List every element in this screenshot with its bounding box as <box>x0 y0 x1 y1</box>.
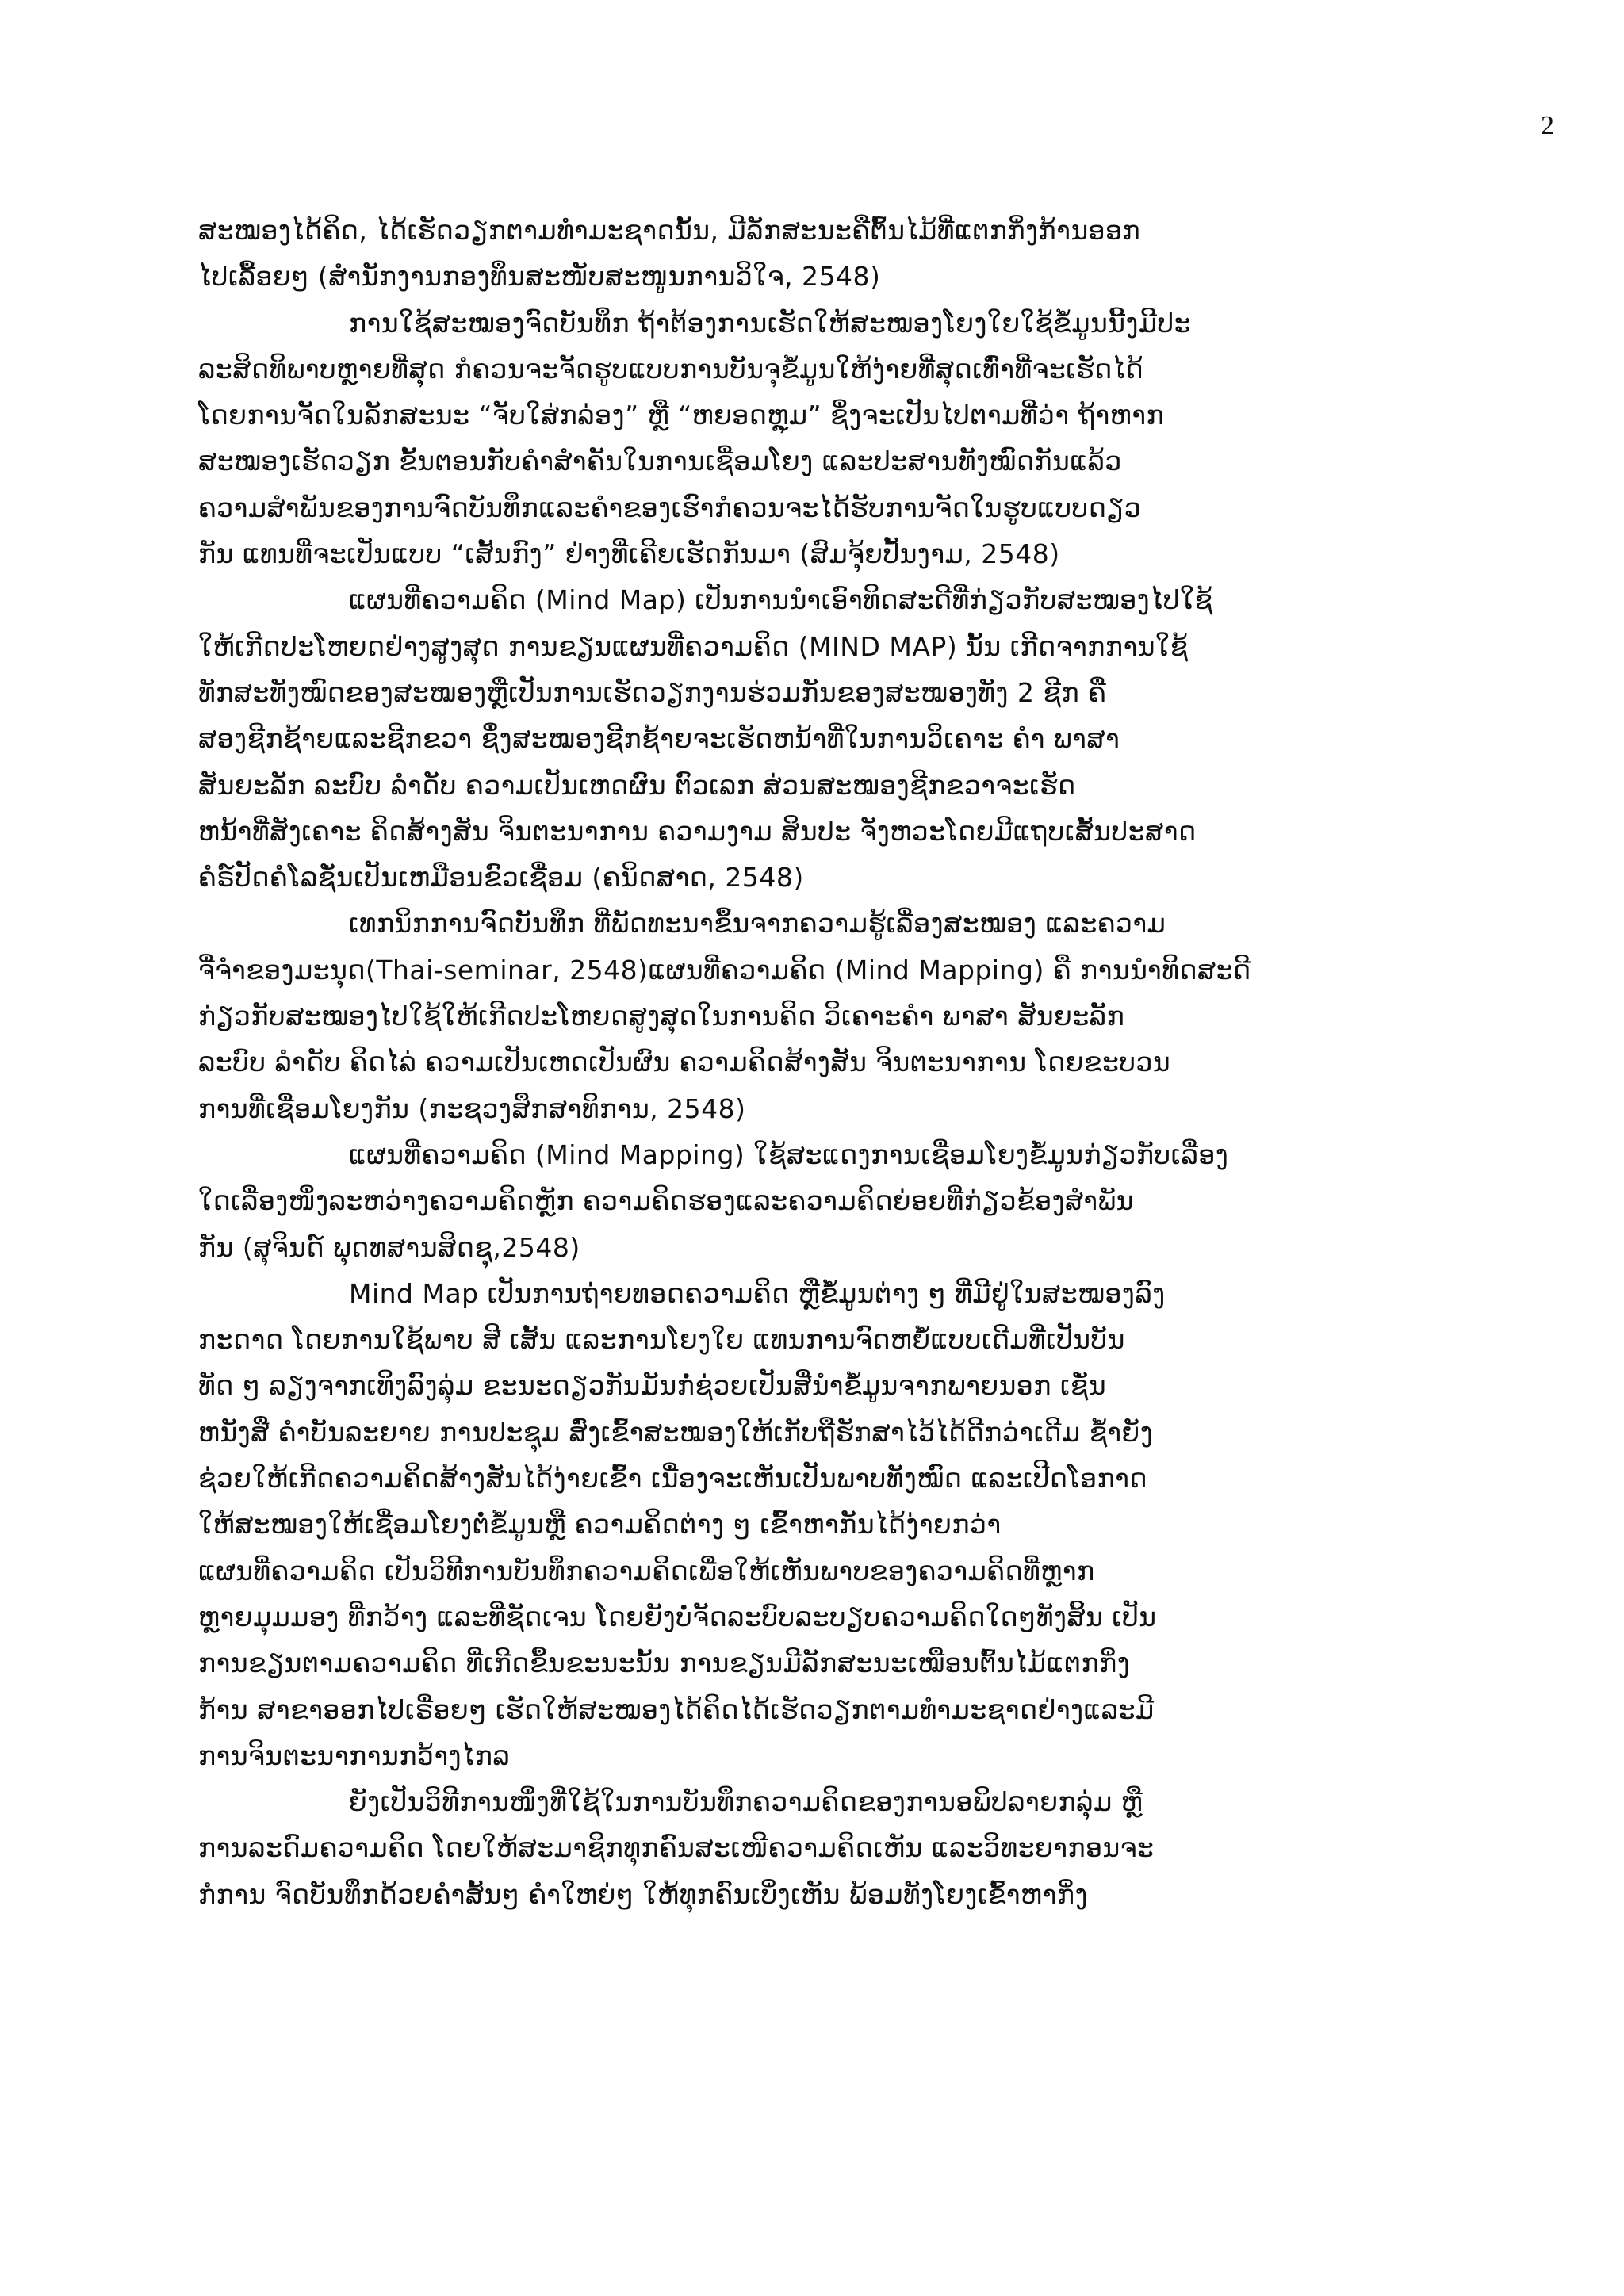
text-line: ການຂຽນຕາມຄວາມຄິດ ທີ່ເກີດຂຶ້ນຂະນະນັ້ນ ການຂຽນມີລັກສະນະເໝືອນຕົ້ນໄມ້ແຕກກິ່ງ <box>198 1647 1131 1679</box>
text-line: ສະໝອງເຮັດວຽກ ຂັ້ນຕອນກັບຄຳສຳຄັນໃນການເຊື່ອມໂຍງ ແລະປະສານທັງໝົດກັນແລ້ວ <box>198 446 1122 477</box>
text-line: ການລະດົມຄວາມຄິດ ໂດຍໃຫ້ສະມາຊິກທຸກຄົນສະເໜີຄວາມຄິດເຫັນ ແລະວິທະຍາກອນຈະ <box>198 1832 1155 1864</box>
text-line: ກັນ (ສຸຈິນດ໌ ພຸດທສານສິດຊຸ,2548) <box>198 1231 580 1263</box>
text-line: ລະສິດທິພາບຫຼາຍທີ່ສຸດ ກໍຄວນຈະຈັດຮູບແບບການບັນຈຸຂໍ້ມູນໃຫ້ງ່າຍທີ່ສຸດເທົ່າທີ່ຈະເຮັດໄດ້ <box>198 353 1144 385</box>
text-line: ຍັງເປັນວິທີການໜຶ່ງທີ່ໃຊ້ໃນການບັນທຶກຄວາມຄິດຂອງການອພິປລາຍກລຸ່ມ ຫຼື <box>349 1786 1143 1818</box>
text-line: ແຜນທີ່ຄວາມຄິດ (Mind Map) ເປັນການນຳເອົາທິດສະດີທີ່ກ່ຽວກັບສະໝອງໄປໃຊ້ <box>349 584 1213 616</box>
text-line: ໃດເລື່ອງໜຶ່ງລະຫວ່າງຄວາມຄິດຫຼັກ ຄວາມຄິດຮອງແລະຄວາມຄິດຍ່ອຍທີ່ກ່ຽວຂ້ອງສຳພັນ <box>198 1185 1134 1217</box>
text-line: ກ້ານ ສາຂາອອກໄປເຣື່ອຍໆ ເຮັດໃຫ້ສະໝອງໄດ້ຄິດໄດ້ເຮັດວຽກຕາມທຳມະຊາດຢ່າງແລະມີ <box>198 1693 1155 1725</box>
text-line: ແຜນທີ່ຄວາມຄິດ (Mind Mapping) ໃຊ້ສະແດງການເຊື່ອມໂຍງຂໍ້ມູນກ່ຽວກັບເລື່ອງ <box>349 1138 1229 1170</box>
text-line: ສອງຊີກຊ້າຍແລະຊີກຂວາ ຊຶ່ງສະໝອງຊີກຊ້າຍຈະເຮັດຫນ້າທີ່ໃນການວິເຄາະ ຄຳ ພາສາ <box>198 723 1120 755</box>
text-line: ສັນຍະລັກ ລະບົບ ລຳດັບ ຄວາມເປັນເຫດຜົນ ຕົວເລກ ສ່ວນສະໝອງຊີກຂວາຈະເຮັດ <box>198 769 1076 801</box>
text-line: ຊ່ວຍໃຫ້ເກີດຄວາມຄິດສ້າງສັນໄດ້ງ່າຍເຂົ້າ ເນື່ອງຈະເຫັນເປັນພາບທັງໝົດ ແລະເປີດໂອກາດ <box>198 1463 1148 1494</box>
text-line: ທັດ ໆ ລຽງຈາກເທິງລົງລຸ່ມ ຂະນະດຽວກັນມັນກໍ່ຊ່ວຍເປັນສື່ນຳຂໍ້ມູນຈາກພາຍນອກ ເຊັ່ນ <box>198 1370 1107 1402</box>
text-line: ລະບົບ ລຳດັບ ຄິດໄລ່ ຄວາມເປັນເຫດເປັນຜົນ ຄວາມຄິດສ້າງສັນ ຈິນຕະນາການ ໂດຍຂະບວນ <box>198 1047 1171 1078</box>
text-line: ຈື່ຈຳຂອງມະນຸດ(Thai-seminar, 2548)ແຜນທີ່ຄວາມຄິດ (Mind Mapping) ຄື ການນຳທິດສະດີ <box>198 954 1251 985</box>
text-line: ການຈິນຕະນາການກວ້າງໄກລ <box>198 1739 511 1771</box>
body-text <box>198 208 1538 1918</box>
text-line: ກະດາດ ໂດຍການໃຊ້ພາບ ສີ ເສັ້ນ ແລະການໂຍງໃຍ ແທນການຈົດຫຍໍ້ແບບເດີມທີ່ເປັນບັນ <box>198 1324 1125 1356</box>
text-line: ເທກນິກການຈົດບັນທຶກ ທີ່ພັດທະນາຂຶ້ນຈາກຄວາມຮູ້ເລື່ອງສະໝອງ ແລະຄວາມ <box>349 908 1166 939</box>
text-line: ກ່ຽວກັບສະໝອງໄປໃຊ້ໃຫ້ເກີດປະໂຫຍດສູງສຸດໃນການຄິດ ວິເຄາະຄຳ ພາສາ ສັນຍະລັກ <box>198 1001 1125 1032</box>
text-line: ຄໍຣ໌ປັດຄໍໂລຊັ່ນເປັນເຫມືອນຂົວເຊື່ອມ (ຄນິດສາດ, 2548) <box>198 862 804 894</box>
text-line: ຫນ້າທີ່ສັງເຄາະ ຄິດສ້າງສັນ ຈິນຕະນາການ ຄວາມງາມ ສິນປະ ຈັງຫວະໂດຍມີແຖບເສັ້ນປະສາດ <box>198 815 1197 847</box>
text-line: Mind Map ເປັນການຖ່າຍທອດຄວາມຄິດ ຫຼືຂໍ້ມູນຕ່າງ ໆ ທີ່ມີຢູ່ໃນສະໝອງລົງ <box>349 1277 1166 1309</box>
text-line: ໃຫ້ສະໝອງໃຫ້ເຊື່ອມໂຍງຕໍ່ຂໍ້ມູນຫຼື ຄວາມຄິດຕ່າງ ໆ ເຂົ້າຫາກັນໄດ້ງ່າຍກວ່າ <box>198 1509 1002 1540</box>
text-line: ຫນັງສື ຄຳບັນລະຍາຍ ການປະຊຸມ ສົ່ງເຂົ້າສະໝອງໃຫ້ເກັບຖືຮັກສາໄວ້ໄດ້ດີກວ່າເດີມ ຊ້ຳຍັງ <box>198 1416 1154 1448</box>
text-line: ສະໝອງໄດ້ຄິດ, ໄດ້ເຮັດວຽກຕາມທຳມະຊາດນັ້ນ, ມີລັກສະນະຄືຕົ້ນໄມ້ທີ່ແຕກກິ່ງກ້ານອອກ <box>198 215 1141 246</box>
text-line: ທັກສະທັງໝົດຂອງສະໝອງຫຼືເປັນການເຮັດວຽກງານຮ່ວມກັນຂອງສະໝອງທັງ 2 ຊີກ ຄື <box>198 676 1107 708</box>
text-line: ແຜນທີ່ຄວາມຄິດ ເປັນວິທີການບັນທຶກຄວາມຄິດເພື່ອໃຫ້ເຫັນພາບຂອງຄວາມຄິດທີ່ຫຼາກ <box>198 1555 1095 1586</box>
text-line: ໃຫ້ເກີດປະໂຫຍດຢ່າງສູງສຸດ ການຂຽນແຜນທີ່ຄວາມຄິດ (MIND MAP) ນັ້ນ ເກີດຈາກການໃຊ້ <box>198 630 1189 662</box>
text-line: ໄປເລື້ອຍໆ (ສຳນັກງານກອງທຶນສະໜັບສະໜູນການວິໃຈ, 2548) <box>198 261 881 293</box>
text-line: ຫຼາຍມຸມມອງ ທີ່ກວ້າງ ແລະທີ່ຊັດເຈນ ໂດຍຍັງບໍ່ຈັດລະບົບລະບຽບຄວາມຄິດໃດໆທັງສິ້ນ ເປັນ <box>198 1601 1157 1632</box>
text-line: ໂດຍການຈັດໃນລັກສະນະ “ຈັບໃສ່ກລ່ອງ” ຫຼື “ຫຍອດຫຼຸມ” ຊຶ່ງຈະເປັນໄປຕາມທີ່ວ່າ ຖ້າຫາກ <box>198 400 1165 431</box>
text-line: ຄວາມສຳພັນຂອງການຈົດບັນທຶກແລະຄຳຂອງເຮົາກໍຄວນຈະໄດ້ຮັບການຈັດໃນຮູບແບບດຽວ <box>198 492 1142 523</box>
text-line: ກໍການ ຈົດບັນທຶກດ້ວຍຄຳສັ້ນໆ ຄຳໃຫຍ່ໆ ໃຫ້ທຸກຄົນເບິ່ງເຫັນ ພ້ອມທັງໂຍງເຂົ້າຫາກິ່ງ <box>198 1878 1088 1910</box>
text-line: ການທີ່ເຊື່ອມໂຍງກັນ (ກະຊວງສຶກສາທິການ, 2548) <box>198 1093 746 1124</box>
text-line: ກັນ ແທນທີ່ຈະເປັນແບບ “ເສັ້ນກົງ” ຢ່າງທີ່ເຄີຍເຮັດກັນມາ (ສົມຈຸ້ຍປັ້ນງາມ, 2548) <box>198 538 1060 570</box>
page-number: 2 <box>1541 111 1554 140</box>
text-line: ການໃຊ້ສະໝອງຈົດບັນທຶກ ຖ້າຕ້ອງການເຮັດໃຫ້ສະໝອງໂຍງໃຍໃຊ້ຂໍ້ມູນນີ້ງມີປະ <box>349 307 1192 339</box>
